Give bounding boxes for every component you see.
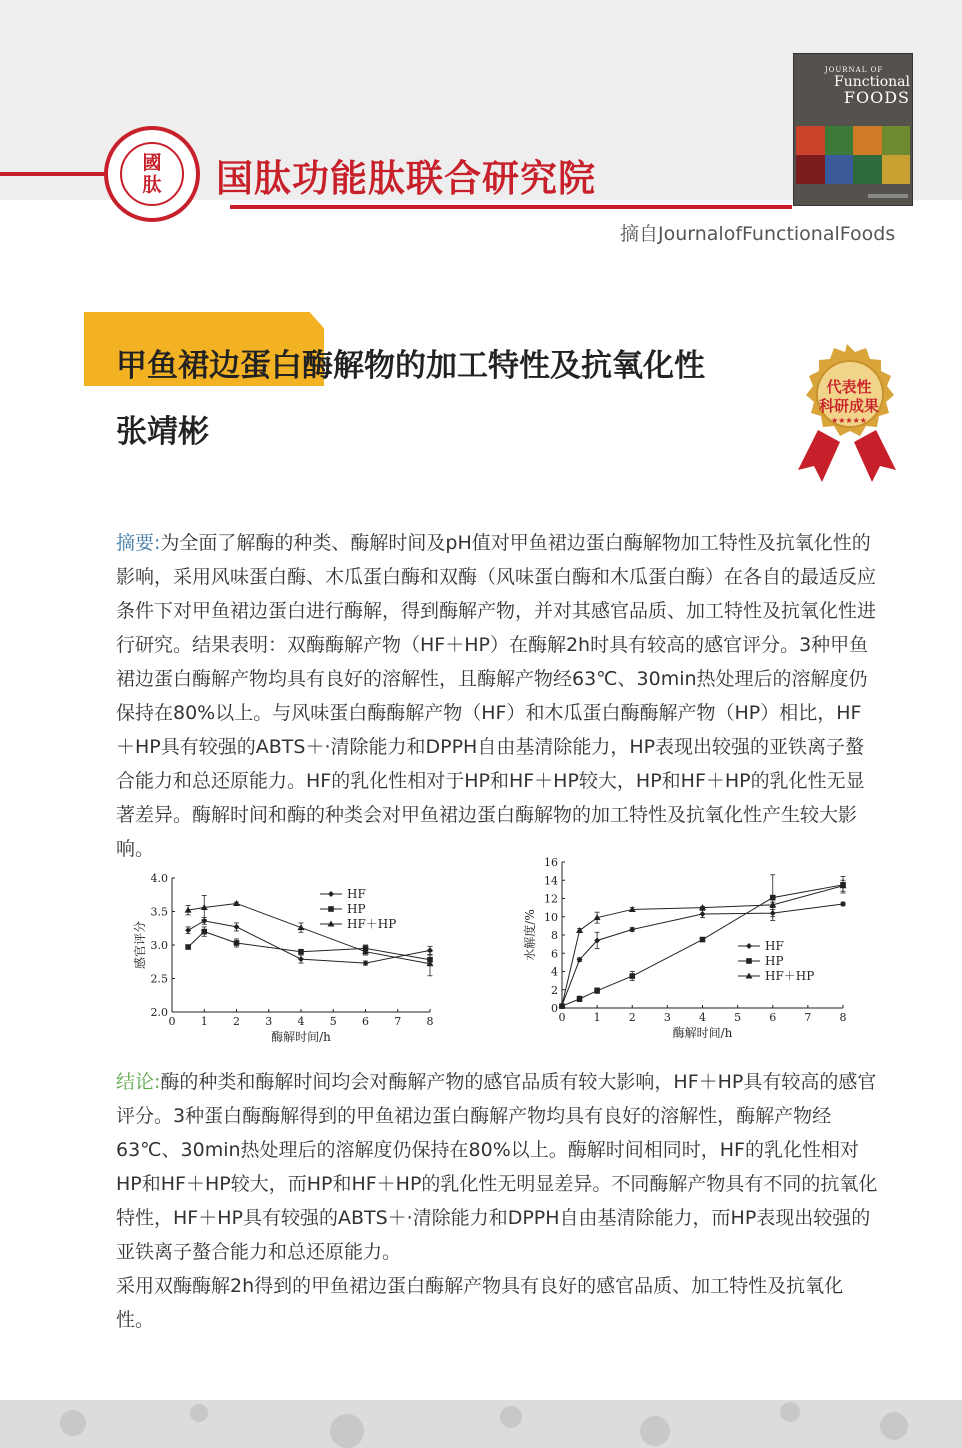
chart1-legend-label: HP [347,902,366,916]
abstract-text: 为全面了解酶的种类、酶解时间及pH值对甲鱼裙边蛋白酶解物加工特性及抗氧化性的影响，采用风味蛋白酶、木瓜蛋白酶和双酶（风味蛋白酶和木瓜蛋白酶）在各自的最适反应条件下对甲鱼裙边蛋白进行酶解，得到酶解产物，并对其感官品质、加工特性及抗氧化性进行研究。结果表明：双酶酶解产物（HF＋HP）在酶解2h时具有较高的感官评分。3种甲鱼裙边蛋白酶解产物均具有良好的溶解性，且酶解产物经63℃、30min热处理后的溶解度仍保持在80%以上。与风味蛋白酶酶解产物（HF）和木瓜蛋白酶酶解产物（HP）相比，HF＋HP具有较强的ABTS＋·清除能力和DPPH自由基清除能力，HP表现出较强的亚铁离子螯合能力和总还原能力。HF的乳化性相对于HP和HF＋HP较大，HP和HF＋HP的乳化性无显著差异。酶解时间和酶的种类会对甲鱼裙边蛋白酶解物的加工特性及抗氧化性产生较大影响。 [116,532,877,860]
badge-line2: 科研成果 [818,397,879,415]
chart1-x-tick-label: 0 [168,1015,176,1028]
journal-cover [793,53,913,206]
chart2-x-tick-label: 3 [663,1011,671,1024]
chart1-series-1-point [298,949,304,955]
chart2-series-1-point [594,988,600,994]
chart1-y-tick-label: 3.0 [150,939,168,952]
chart2-series-1-point [577,996,583,1002]
chart2-x-tick-label: 5 [734,1011,742,1024]
chart2-y-tick-label: 2 [551,983,558,997]
chart2-y-tick-label: 6 [551,947,558,961]
abstract-label: 摘要: [116,532,161,554]
conclusion-summary: 采用双酶酶解2h得到的甲鱼裙边蛋白酶解产物具有良好的感官品质、加工特性及抗氧化性。 [116,1275,844,1331]
chart1-legend-label: HF [347,887,366,901]
chart2-x-tick-label: 8 [839,1011,847,1024]
chart2-series-0-point [700,911,706,917]
source-note: 摘自JournalofFunctionalFoods [620,223,896,245]
hydrolysis-degree-chart [520,852,860,1052]
institute-seal-logo [104,126,200,222]
chart2-x-tick-label: 1 [593,1011,601,1024]
chart2-legend-label: HF [765,939,784,953]
seal-char-2: 肽 [142,174,162,196]
journal-cover-artwork [796,126,910,184]
chart1-series-0-point [234,924,240,930]
chart1-legend-marker [328,891,334,897]
chart1-series-1-point [234,940,240,946]
conclusion-text: 酶的种类和酶解时间均会对酶解产物的感官品质有较大影响，HF＋HP具有较高的感官评分。3种蛋白酶酶解得到的甲鱼裙边蛋白酶解产物均具有良好的溶解性，酶解产物经63℃、30min热处理后的溶解度仍保持在80%以上。酶解时间相同时，HF的乳化性相对HP和HF＋HP较大，而HP和HF＋HP的乳化性无明显差异。不同酶解产物具有不同的抗氧化特性，HF＋HP具有较强的ABTS＋·清除能力和DPPH自由基清除能力，而HP表现出较强的亚铁离子螯合能力和总还原能力。 [116,1071,878,1263]
chart2-x-tick-label: 4 [699,1011,706,1024]
award-badge [788,342,906,492]
chart2-x-tick-label: 7 [804,1011,812,1024]
chart1-x-tick-label: 5 [329,1015,337,1028]
chart1-x-tick-label: 2 [233,1015,240,1028]
chart2-y-tick-label: 8 [551,929,558,942]
chart1-legend-label: HF＋HP [347,917,397,931]
chart2-x-tick-label: 0 [558,1011,566,1024]
chart1-y-tick-label: 4.0 [150,872,168,885]
journal-cover-line3: FOODS [843,88,910,107]
chart2-series-1-line [562,885,843,1006]
seal-inner-ring [120,142,184,206]
chart2-series-1-point [770,895,776,901]
journal-cover-line2: Functional [834,74,910,90]
chart1-series-0-point [298,956,304,962]
chart1-series-0-point [185,927,191,933]
footer-decoration [0,1400,962,1448]
chart1-x-tick-label: 4 [297,1015,305,1028]
chart1-series-1-point [185,944,191,950]
conclusion-label: 结论: [116,1071,161,1093]
sensory-score-chart [120,862,450,1052]
chart2-legend-label: HF＋HP [765,969,815,983]
chart2-x-tick-label: 2 [628,1011,636,1024]
article-title: 甲鱼裙边蛋白酶解物的加工特性及抗氧化性 [116,348,705,384]
chart2-series-1-point [700,937,706,943]
chart1-series-2-line [188,903,430,963]
abstract-paragraph [116,526,880,866]
conclusion-paragraph [116,1065,880,1337]
header-rule-left [0,172,105,176]
chart2-legend-marker [746,958,752,964]
journal-cover-publisher [868,194,908,198]
journal-cover-line1: JOURNAL OF [824,66,884,74]
chart2-y-tick-label: 4 [551,965,558,979]
header-rule-right [230,205,792,209]
badge-stars: ★★★★★ [831,416,867,425]
chart2-legend-label: HP [765,954,784,968]
chart2-y-axis-label: 水解度/% [523,909,537,961]
chart1-x-tick-label: 6 [362,1015,369,1028]
chart1-series-1-point [201,929,207,935]
chart2-legend-marker [746,943,752,949]
chart2-y-tick-label: 12 [544,892,558,906]
chart2-x-tick-label: 6 [769,1011,777,1024]
chart1-y-tick-label: 3.5 [150,905,168,919]
chart1-x-axis-label: 酶解时间/h [271,1030,331,1044]
badge-line1: 代表性 [826,378,872,396]
chart2-y-tick-label: 10 [544,910,558,924]
chart1-y-axis-label: 感官评分 [133,920,147,970]
chart2-series-2-point [576,927,583,933]
chart1-y-tick-label: 2.5 [150,972,168,986]
chart1-y-tick-label: 2.0 [150,1006,168,1019]
institute-name: 国肽功能肽联合研究院 [216,157,596,200]
chart1-x-tick-label: 8 [426,1015,434,1028]
chart1-x-tick-label: 3 [265,1015,273,1028]
chart1-x-tick-label: 7 [394,1015,402,1028]
chart2-y-tick-label: 0 [551,1002,558,1015]
chart1-series-2-point [233,900,240,906]
chart1-legend-marker [328,906,334,912]
chart2-y-tick-label: 14 [544,874,558,888]
chart1-series-1-line [188,932,430,960]
article-author: 张靖彬 [116,414,209,450]
chart2-y-tick-label: 16 [544,856,558,869]
chart1-x-tick-label: 1 [200,1015,208,1028]
chart2-x-axis-label: 酶解时间/h [672,1026,733,1040]
chart2-series-1-point [629,973,635,979]
chart2-series-0-line [562,904,843,1005]
seal-char-1: 國 [142,152,162,174]
